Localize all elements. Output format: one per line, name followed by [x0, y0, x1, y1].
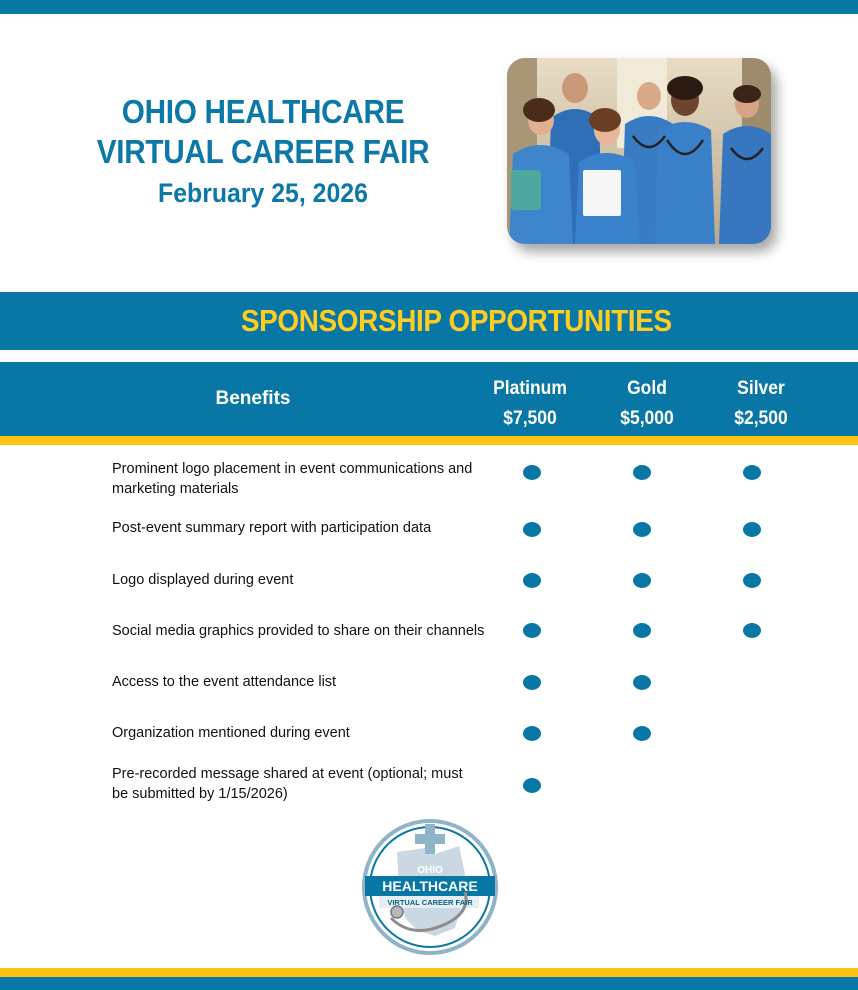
tier-platinum-name: Platinum — [493, 378, 567, 399]
logo-text-virtual-career-fair: VIRTUAL CAREER FAIR — [387, 898, 473, 907]
included-dot — [633, 573, 651, 588]
included-dot — [633, 623, 651, 638]
sponsorship-banner-title: SPONSORSHIP OPPORTUNITIES — [240, 303, 672, 338]
included-dot — [743, 465, 761, 480]
table-header-accent — [0, 436, 858, 445]
included-dot — [523, 726, 541, 741]
tier-platinum-header — [475, 374, 585, 434]
event-title-line2: VIRTUAL CAREER FAIR — [96, 133, 430, 170]
benefit-row-7-label: Pre-recorded message shared at event (optional; must be submitted by 1/15/2026) — [112, 766, 463, 802]
tier-platinum-price: $7,500 — [503, 408, 557, 429]
ohio-healthcare-logo — [361, 818, 499, 956]
healthcare-workers-photo — [507, 58, 771, 244]
benefit-row-4-label: Social media graphics provided to share on their channels — [112, 623, 485, 639]
included-dot — [523, 522, 541, 537]
benefit-row-5-label: Access to the event attendance list — [112, 674, 337, 690]
benefit-row-3-label: Logo displayed during event — [112, 572, 294, 588]
benefits-column-header: Benefits — [215, 388, 291, 409]
sponsorship-banner — [0, 292, 858, 350]
included-dot — [743, 623, 761, 638]
bottom-accent-bar — [0, 968, 858, 977]
tier-silver-price: $2,500 — [734, 408, 788, 429]
included-dot — [633, 465, 651, 480]
event-title-line1: OHIO HEALTHCARE — [121, 93, 405, 130]
included-dot — [523, 778, 541, 793]
bottom-border-bar — [0, 977, 858, 990]
event-date: February 25, 2026 — [158, 178, 368, 208]
top-border-bar — [0, 0, 858, 14]
included-dot — [633, 726, 651, 741]
benefit-row-6-label: Organization mentioned during event — [112, 725, 350, 741]
tier-gold-name: Gold — [627, 378, 667, 399]
benefit-row-1-label: Prominent logo placement in event communications and marketing materials — [112, 461, 473, 497]
logo-text-ohio: OHIO — [417, 865, 443, 876]
included-dot — [743, 522, 761, 537]
logo-text-healthcare: HEALTHCARE — [382, 878, 478, 894]
included-dot — [743, 573, 761, 588]
included-dot — [523, 573, 541, 588]
included-dot — [523, 623, 541, 638]
included-dot — [523, 465, 541, 480]
included-dot — [633, 522, 651, 537]
tier-gold-price: $5,000 — [620, 408, 674, 429]
included-dot — [523, 675, 541, 690]
tier-silver-header — [706, 374, 816, 434]
tier-gold-header — [592, 374, 702, 434]
included-dot — [633, 675, 651, 690]
benefit-row-2-label: Post-event summary report with participation data — [112, 520, 432, 536]
event-title-block — [60, 92, 466, 210]
tier-silver-name: Silver — [737, 378, 785, 399]
